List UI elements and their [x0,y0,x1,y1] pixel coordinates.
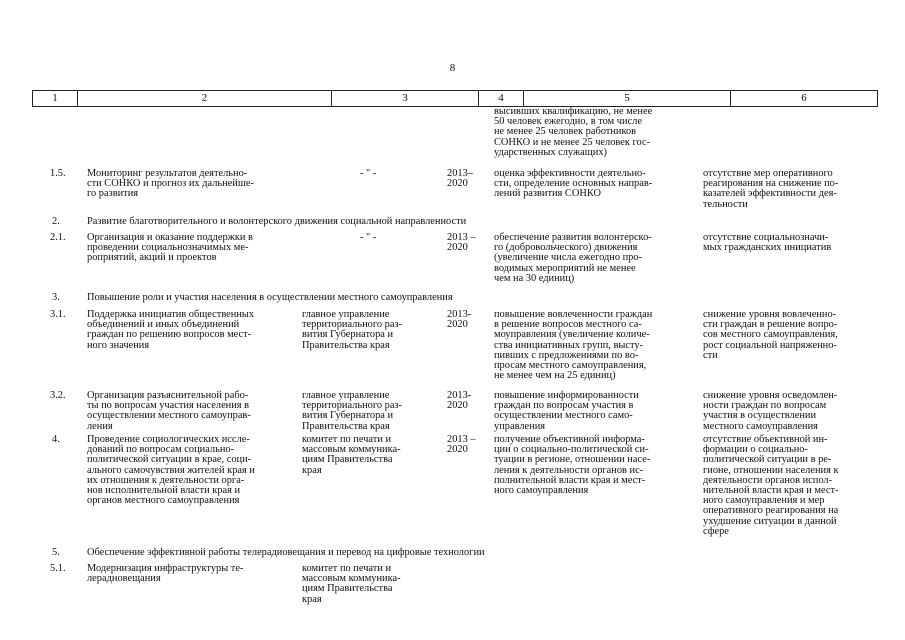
section-title: Обеспечение эффективной работы телерадиовещания и перевод на цифровые технологии [87,547,485,558]
column-header-4: 4 [478,91,523,106]
section-number: 2. [52,216,60,227]
row-period: 2013 – 2020 [447,434,476,456]
column-header-5: 5 [523,91,730,106]
row-consequence: снижение уровня вовлеченно- сти граждан в решение вопро- сов местного самоуправления, рост социальной напряженно- сти [703,309,838,361]
column-header-1: 1 [52,92,58,104]
row-activity: Организация и оказание поддержки в проведении социальнозначимых ме- роприятий, акций и проектов [87,232,253,264]
row-number: 3.1. [50,309,66,320]
row-result: повышение вовлеченности граждан в решение вопросов местного са- моуправления (увеличение количе- ства инициативных групп, высту- пивших с предложениями по во- просам местного самоуправления, не менее чем на 25 единиц) [494,309,653,382]
column-header-3: 3 [331,91,478,106]
row-activity: Организация разъяснительной рабо- ты по вопросам участия населения в осуществлении местного самоуправ- ления [87,390,251,432]
table-header-row [32,90,878,107]
column-header-6: 6 [730,91,877,106]
row-result: обеспечение развития волонтерско- го (добровольческого) движения (увеличение числа ежегодно про- водимых мероприятий не менее чем на 30 единиц) [494,232,652,284]
row-consequence: отсутствие социальнозначи- мых гражданских инициатив [703,232,832,254]
page-number: 8 [449,62,456,74]
row-consequence: отсутствие объективной ин- формации о социально- политической ситуации в ре- гионе, отношении населения к деятельности органов испол- нительной власти края и мест- ного самоуправления и мер оперативного реагирования на ухудшение ситуации в данной сфере [703,434,839,537]
section-title: Повышение роли и участия населения в осуществлении местного самоуправления [87,292,453,303]
row-executor: - " - [360,168,377,179]
row-number: 1.5. [50,168,66,179]
row-number: 4. [52,434,60,445]
row-result: повышение информированности граждан по вопросам участия в осуществлении местного само- управления [494,390,639,432]
row-period: 2013 – 2020 [447,232,476,254]
row-executor: комитет по печати и массовым коммуника- циям Правительства края [302,563,401,605]
column-header-2: 2 [77,91,331,106]
row-number: 3.2. [50,390,66,401]
row-number: 2.1. [50,232,66,243]
row-activity: Проведение социологических иссле- дований по вопросам социально- политической ситуации в крае, соци- ального самочувствия жителей края и их отношения к деятельности орга- нов исполнительной власти края и органов местного самоуправления [87,434,255,507]
row-activity: Мониторинг результатов деятельно- сти СОНКО и прогноз их дальнейше- го развития [87,168,254,200]
row-result: оценка эффективности деятельно- сти, определение основных направ- лений развития СОНКО [494,168,653,200]
row-consequence: отсутствие мер оперативного реагирования на снижение по- казателей эффективности дея- тельности [703,168,839,210]
row-consequence: снижение уровня осведомлен- ности граждан по вопросам участия в осуществлении местного самоуправления [703,390,838,432]
row-activity: Модернизация инфраструктуры те- лерадновещания [87,563,244,585]
row-result: получение объективной информа- ции о социально-политической си- туации в регионе, отношении насе- ления к деятельности органов ис- полнительной власти края и мест- ного самоуправления [494,434,651,497]
row-executor: - " - [360,232,377,243]
continuation-result: высивших квалификацию, не менее 50 человек ежегодно, в том числе не менее 25 человек работников СОНКО и не менее 25 человек гос- ударственных служащих) [494,106,653,158]
row-period: 2013- 2020 [447,309,472,331]
row-number: 5.1. [50,563,66,574]
row-executor: главное управление территориального раз- вития Губернатора и Правительства края [302,390,403,432]
row-executor: комитет по печати и массовым коммуника- циям Правительства края [302,434,401,476]
section-number: 5. [52,547,60,558]
row-activity: Поддержка инициатив общественных объединений и иных объединений граждан по решению вопросов мест- ного значения [87,309,255,351]
row-period: 2013- 2020 [447,390,472,412]
row-period: 2013– 2020 [447,168,473,190]
row-executor: главное управление территориального раз- вития Губернатора и Правительства края [302,309,403,351]
section-title: Развитие благотворительного и волонтерского движения социальной направленности [87,216,467,227]
section-number: 3. [52,292,60,303]
